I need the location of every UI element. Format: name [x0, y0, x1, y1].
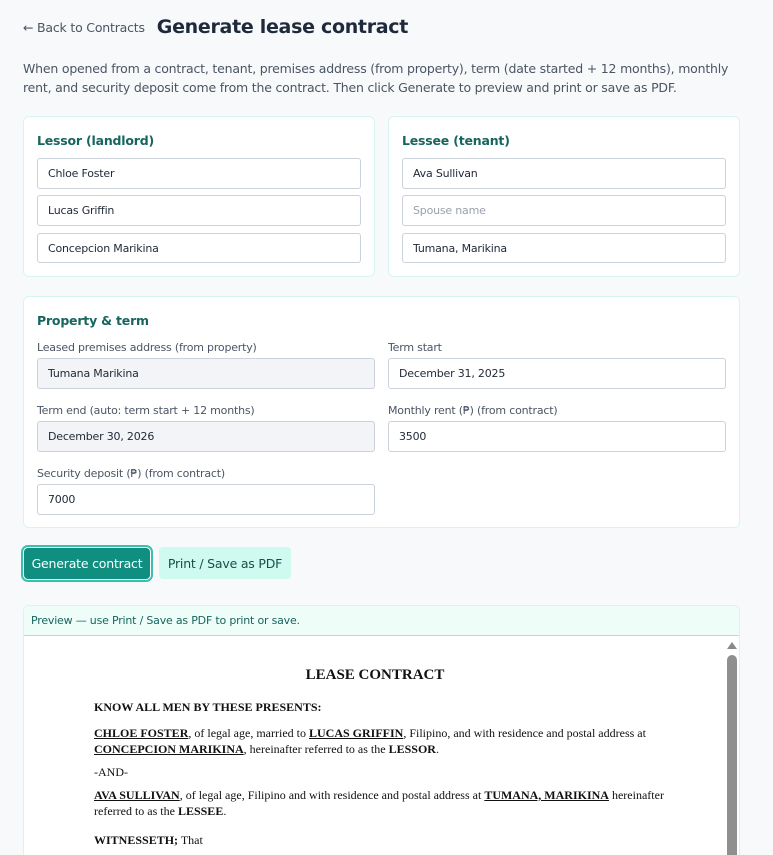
lessor-address-input[interactable] — [37, 233, 361, 263]
term-start-input[interactable] — [388, 358, 726, 389]
premises-input[interactable] — [37, 358, 375, 389]
witnesseth-paragraph — [94, 832, 664, 848]
contract-document — [24, 637, 726, 855]
lessor-role-text: LESSOR — [388, 742, 436, 756]
lessor-text-2: , Filipino, and with residence and postal address at — [403, 726, 646, 740]
page-header — [23, 14, 408, 40]
know-all-text: KNOW ALL MEN BY THESE PRESENTS: — [94, 700, 322, 714]
and-paragraph — [94, 764, 664, 780]
generate-contract-button[interactable]: Generate contract — [24, 548, 150, 579]
that-text: That — [178, 833, 203, 847]
lessor-address-text: CONCEPCION MARIKINA — [94, 742, 244, 756]
print-save-pdf-button[interactable]: Print / Save as PDF — [159, 547, 291, 579]
scroll-up-arrow-icon[interactable] — [727, 642, 737, 649]
lessor-name-input[interactable] — [37, 158, 361, 189]
lessor-name-text: CHLOE FOSTER — [94, 726, 189, 740]
lessor-card-title: Lessor (landlord) — [37, 133, 155, 148]
lessee-spouse-input[interactable] — [402, 195, 726, 226]
preview-info-bar: Preview — use Print / Save as PDF to print or save. — [24, 606, 739, 636]
and-text: -AND- — [94, 765, 128, 779]
lessee-text-1: , of legal age, Filipino and with residence and postal address at — [179, 788, 485, 802]
premises-label: Leased premises address (from property) — [37, 341, 257, 354]
property-term-card — [23, 296, 740, 528]
contract-preview — [23, 605, 740, 855]
term-start-label: Term start — [388, 341, 442, 354]
lessee-address-text: TUMANA, MARIKINA — [484, 788, 609, 802]
term-end-label: Term end (auto: term start + 12 months) — [37, 404, 255, 417]
lessor-card — [23, 116, 375, 277]
back-to-contracts-link[interactable]: ← Back to Contracts — [23, 19, 145, 35]
lessor-spouse-text: LUCAS GRIFFIN — [308, 726, 404, 740]
security-deposit-input[interactable] — [37, 484, 375, 515]
security-deposit-label: Security deposit (₱) (from contract) — [37, 467, 225, 480]
lessee-card — [388, 116, 740, 277]
lessee-paragraph: AVA SULLIVAN, of legal age, Filipino and with residence and postal address at TUMANA, MARIKINA hereinafter referred to as the LESSEE. — [94, 788, 664, 818]
monthly-rent-label: Monthly rent (₱) (from contract) — [388, 404, 558, 417]
property-term-title: Property & term — [37, 313, 149, 328]
preview-scrollbar[interactable] — [725, 637, 739, 855]
intro-text: When opened from a contract, tenant, premises address (from property), term (date started + 12 months), monthly rent, and security deposit come from the contract. Then click Generate to preview and print or save as PDF. — [23, 61, 729, 95]
lessee-name-text: AVA SULLIVAN — [94, 788, 180, 802]
page-title: Generate lease contract — [156, 16, 409, 38]
lessee-card-title: Lessee (tenant) — [402, 133, 510, 148]
scroll-thumb[interactable] — [727, 655, 737, 855]
lessor-text-1: , of legal age, married to — [188, 726, 309, 740]
lessee-address-input[interactable] — [402, 233, 726, 263]
lessor-paragraph: CHLOE FOSTER, of legal age, married to LUCAS GRIFFIN, Filipino, and with residence and postal address at CONCEPCION MARIKINA, hereinafter referred to as the LESSOR. — [94, 726, 646, 756]
lessor-text-3: , hereinafter referred to as the — [243, 742, 389, 756]
know-all-paragraph — [94, 699, 664, 715]
lessor-spouse-input[interactable] — [37, 195, 361, 226]
lessee-role-text: LESSEE — [177, 804, 224, 818]
monthly-rent-input[interactable] — [388, 421, 726, 452]
witnesseth-text: WITNESSETH; — [94, 833, 179, 847]
lessee-name-input[interactable] — [402, 158, 726, 189]
lessee-text-2: hereinafter referred to as the — [94, 788, 664, 818]
document-title: LEASE CONTRACT — [305, 667, 445, 683]
term-end-input[interactable] — [37, 421, 375, 452]
